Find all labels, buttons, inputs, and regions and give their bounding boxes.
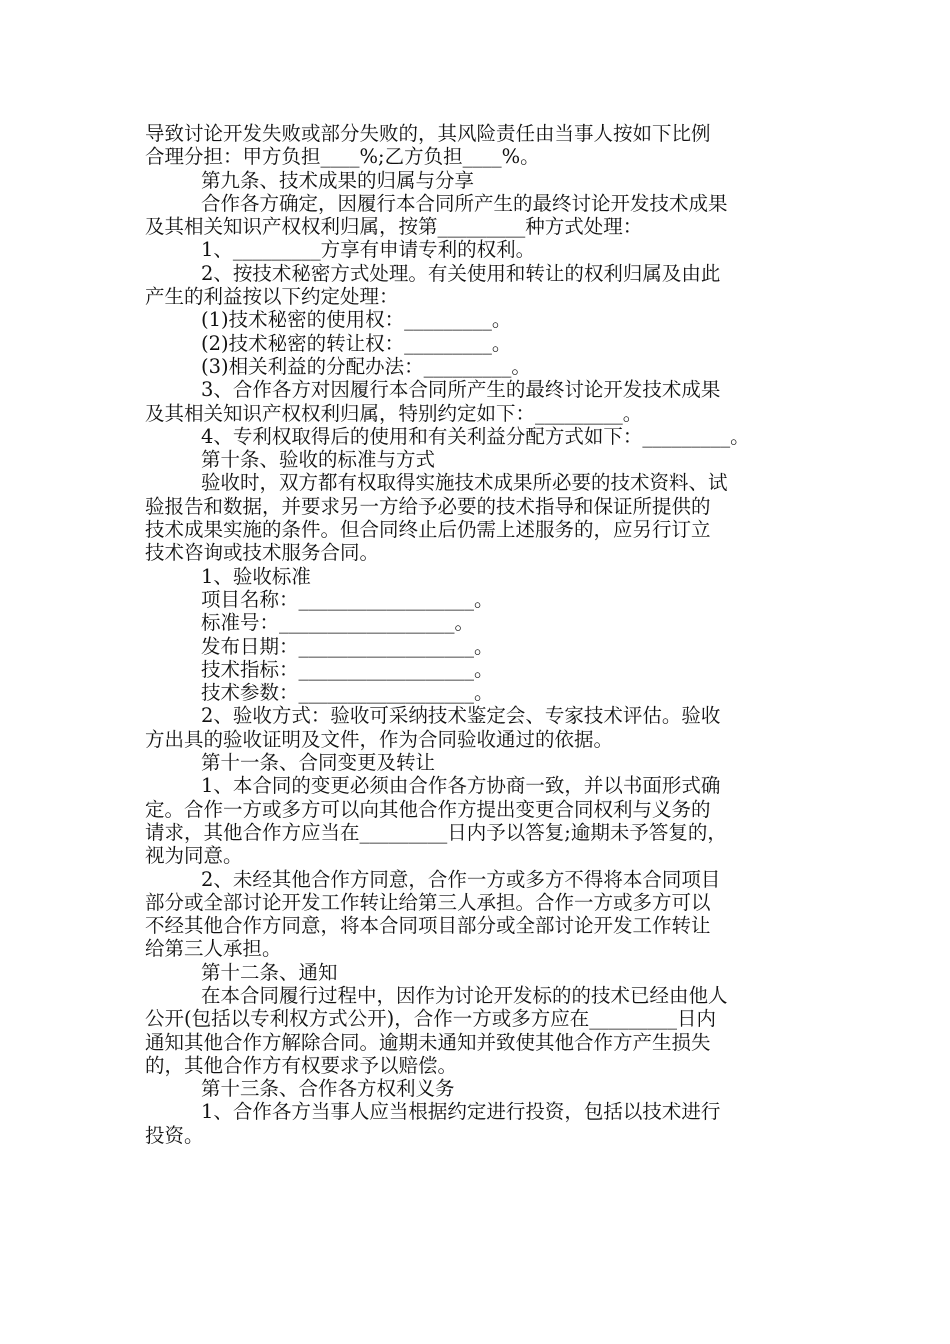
text-line: 及其相关知识产权权利归属，按第_________种方式处理： [145, 215, 643, 239]
text-line: 技术咨询或技术服务合同。 [145, 541, 380, 565]
text-line: 技术成果实施的条件。但合同终止后仍需上述服务的，应另行订立 [145, 518, 711, 542]
text-line: 4、专利权取得后的使用和有关利益分配方式如下：_________。 [201, 424, 750, 448]
text-line: 验报告和数据，并要求另一方给予必要的技术指导和保证所提供的 [145, 494, 711, 518]
text-line: 3、合作各方对因履行本合同所产生的最终讨论开发技术成果 [201, 378, 721, 402]
text-line: 2、未经其他合作方同意，合作一方或多方不得将本合同项目 [201, 867, 721, 891]
text-line: (2)技术秘密的转让权：_________。 [201, 331, 512, 355]
text-line: 2、验收方式：验收可采纳技术鉴定会、专家技术评估。验收 [201, 704, 721, 728]
text-line: 导致讨论开发失败或部分失败的，其风险责任由当事人按如下比例 [145, 122, 711, 145]
text-line: 第十一条、合同变更及转让 [201, 751, 436, 775]
text-line: 的，其他合作方有权要求予以赔偿。 [145, 1053, 458, 1077]
text-line: (1)技术秘密的使用权：_________。 [201, 308, 512, 332]
text-line: 第十二条、通知 [201, 960, 338, 984]
text-line: 部分或全部讨论开发工作转让给第三人承担。合作一方或多方可以 [145, 890, 711, 914]
text-line: 给第三人承担。 [145, 937, 282, 961]
text-line: 1、合作各方当事人应当根据约定进行投资，包括以技术进行 [201, 1100, 721, 1124]
text-line: 定。合作一方或多方可以向其他合作方提出变更合同权利与义务的 [145, 797, 711, 821]
text-line: 不经其他合作方同意，将本合同项目部分或全部讨论开发工作转让 [145, 914, 711, 938]
text-line: 1、验收标准 [201, 564, 311, 588]
text-line: 技术参数：__________________。 [201, 681, 494, 705]
text-line: 第十条、验收的标准与方式 [201, 448, 436, 472]
text-line: 技术指标：__________________。 [201, 657, 494, 681]
text-line: 视为同意。 [145, 844, 243, 868]
text-line: 公开(包括以专利权方式公开)，合作一方或多方应在_________日内 [145, 1007, 716, 1031]
text-line: 请求，其他合作方应当在_________日内予以答复;逾期未予答复的， [145, 820, 727, 844]
text-line: 第九条、技术成果的归属与分享 [201, 168, 475, 192]
text-line: 标准号：__________________。 [201, 611, 475, 635]
text-line: 方出具的验收证明及文件，作为合同验收通过的依据。 [145, 727, 614, 751]
text-line: 合理分担：甲方负担____%;乙方负担____%。 [145, 145, 540, 169]
text-line: (3)相关利益的分配办法：_________。 [201, 354, 531, 378]
text-line: 通知其他合作方解除合同。逾期未通知并致使其他合作方产生损失 [145, 1030, 711, 1054]
document-body [145, 122, 815, 1147]
text-line: 在本合同履行过程中，因作为讨论开发标的的技术已经由他人 [201, 983, 728, 1007]
text-line: 项目名称：__________________。 [201, 587, 494, 611]
text-line: 投资。 [145, 1123, 204, 1147]
text-line: 产生的利益按以下约定处理： [145, 285, 399, 309]
text-line: 及其相关知识产权权利归属，特别约定如下：_________。 [145, 401, 643, 425]
text-line: 发布日期：__________________。 [201, 634, 494, 658]
text-line: 1、_________方享有申请专利的权利。 [201, 238, 536, 262]
text-line: 验收时，双方都有权取得实施技术成果所必要的技术资料、试 [201, 471, 728, 495]
text-line: 合作各方确定，因履行本合同所产生的最终讨论开发技术成果 [201, 191, 728, 215]
text-line: 1、本合同的变更必须由合作各方协商一致，并以书面形式确 [201, 774, 721, 798]
text-line: 2、按技术秘密方式处理。有关使用和转让的权利归属及由此 [201, 261, 721, 285]
text-line: 第十三条、合作各方权利义务 [201, 1077, 455, 1101]
